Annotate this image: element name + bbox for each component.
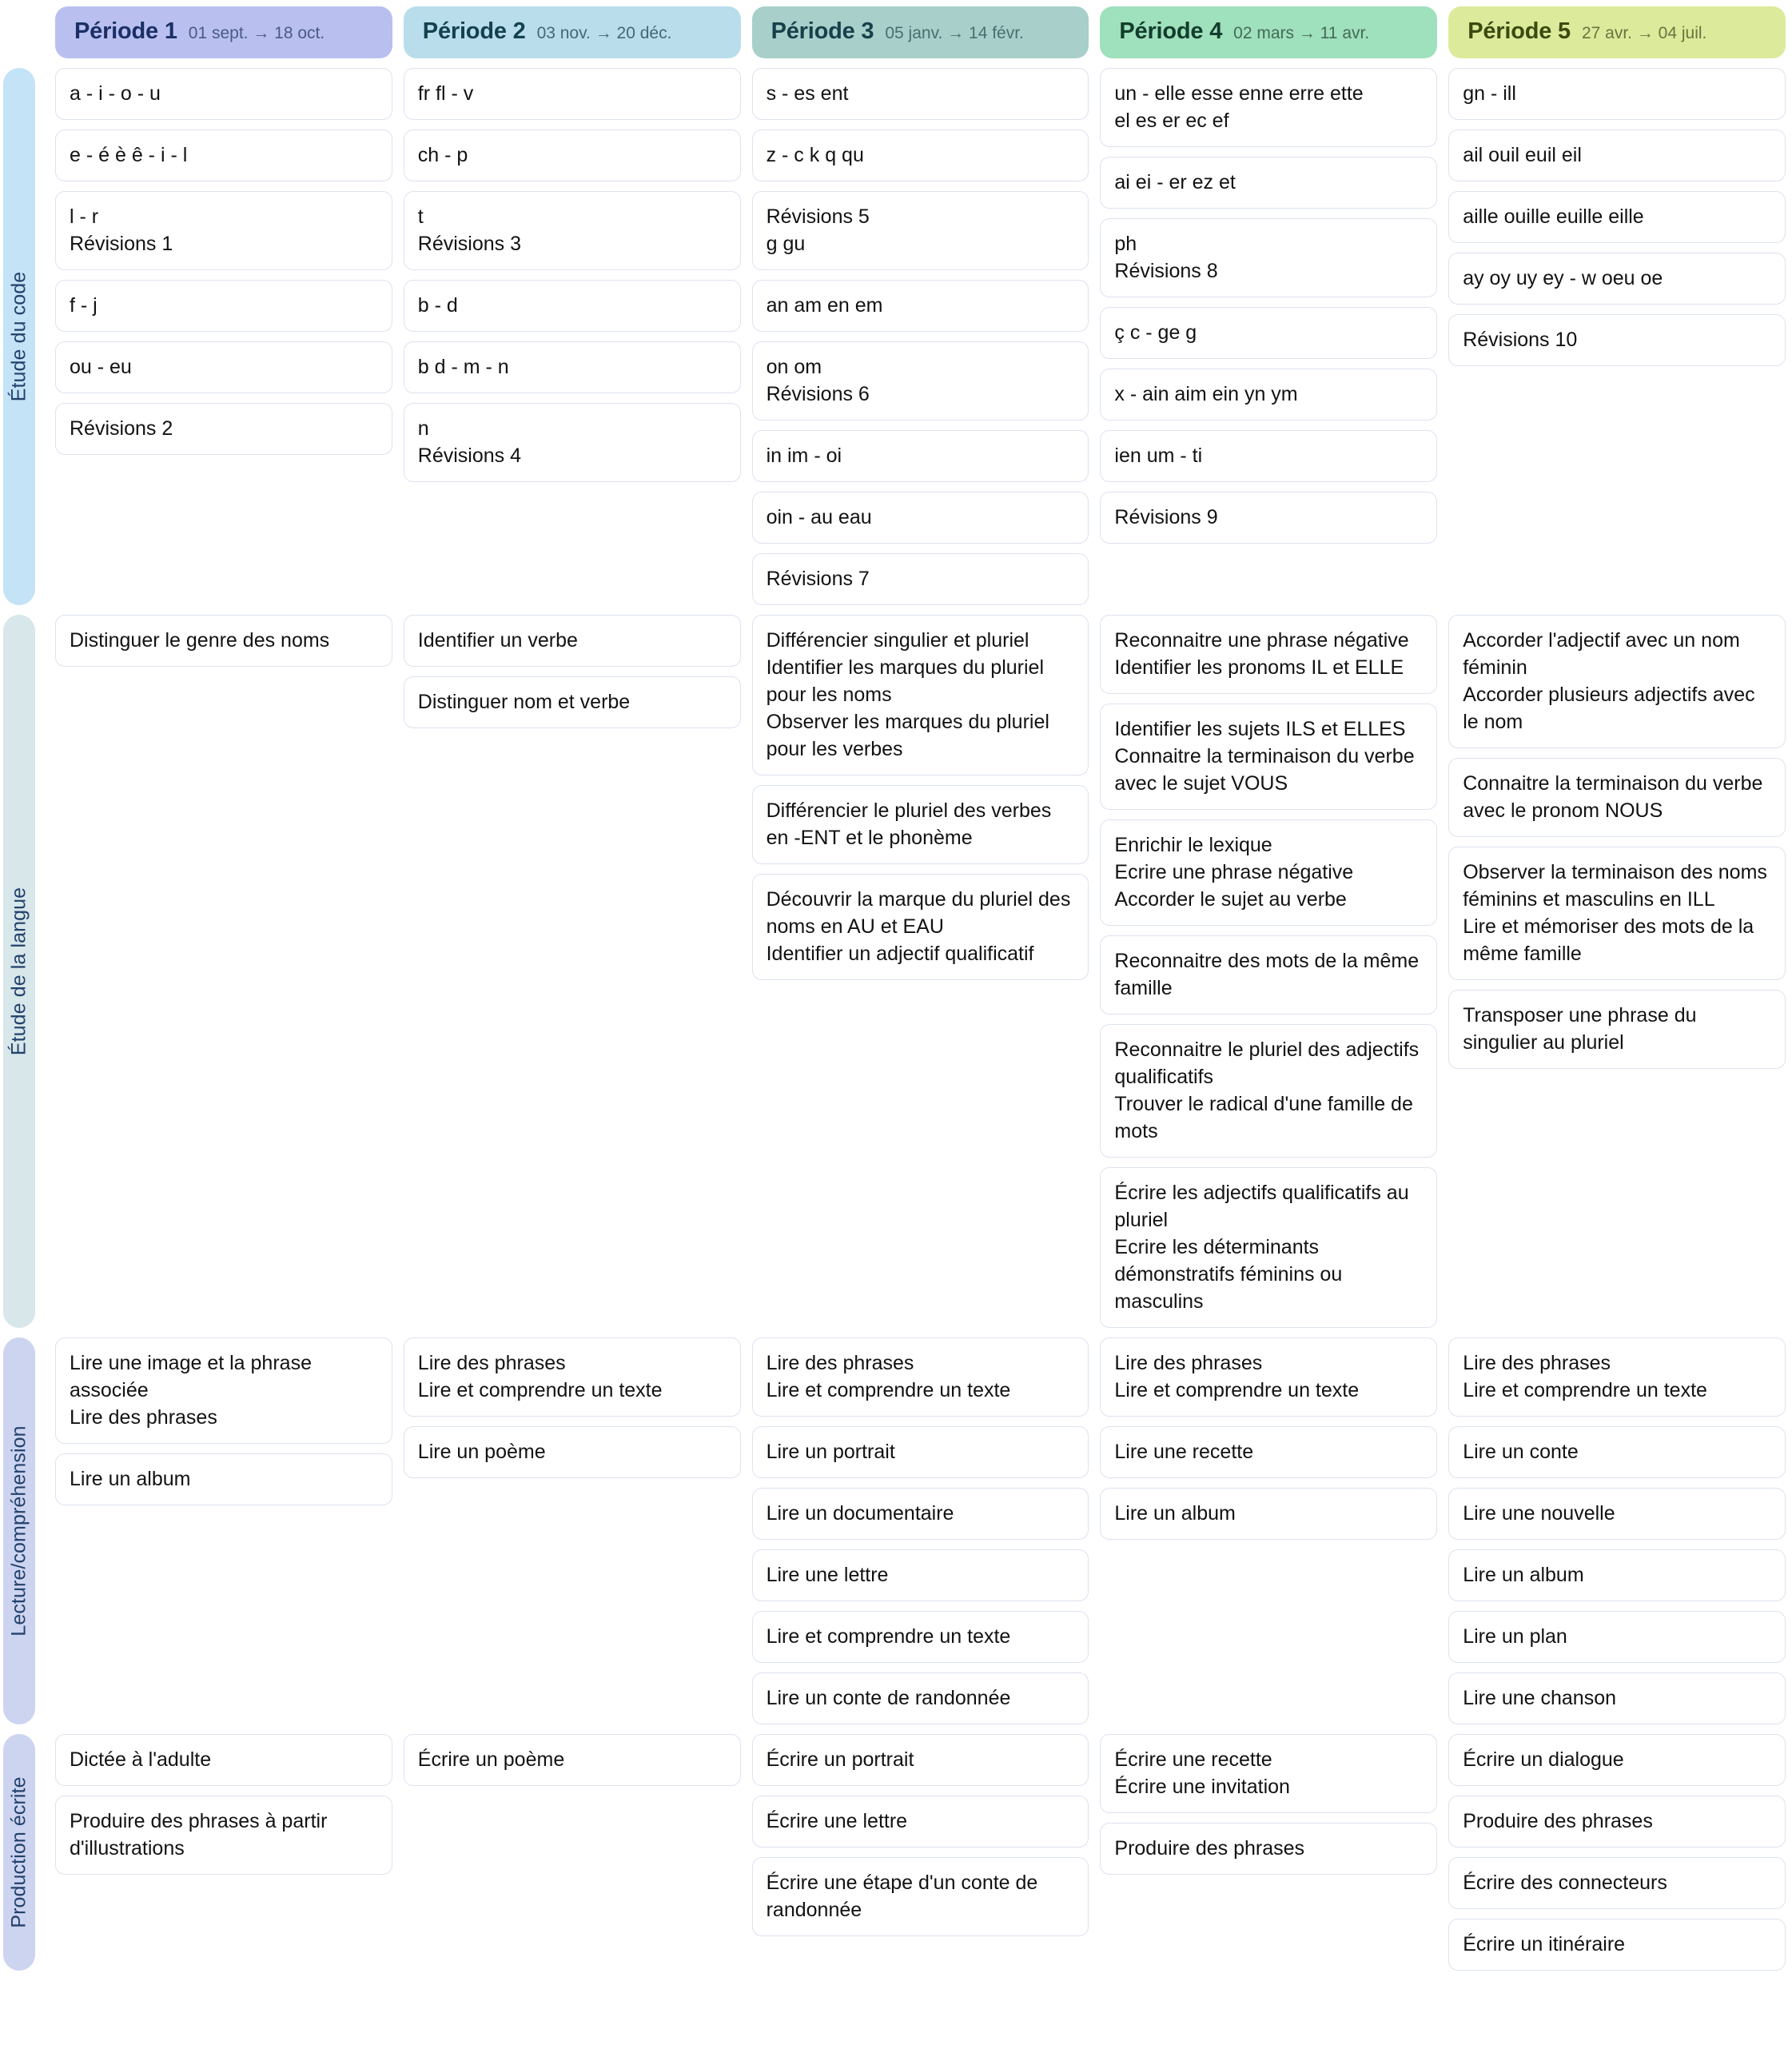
card-line: Distinguer nom et verbe [417, 691, 631, 713]
card-line: e - é è ê - i - l [70, 144, 188, 166]
card-line: Dictée à l'adulte [70, 1748, 212, 1771]
card-line: Écrire une invitation [1114, 1776, 1290, 1798]
column-production-ecrite-p4 [1100, 1734, 1437, 1971]
card-line: Révisions 4 [417, 444, 522, 467]
card-line: Révisions 8 [1114, 260, 1218, 282]
card[interactable] [1448, 1337, 1786, 1417]
section-production-ecrite [0, 1724, 1792, 1971]
period-dates: 01 sept. → 18 oct. [188, 24, 325, 42]
card[interactable] [55, 280, 392, 332]
card-line: Observer la terminaison des noms féminins et masculins en ILL [1463, 861, 1767, 911]
card-line: el es er ec ef [1114, 110, 1229, 132]
card-line: in im - oi [766, 444, 842, 467]
card[interactable] [1100, 819, 1437, 926]
card[interactable] [1100, 68, 1437, 147]
card-line: Accorder le sujet au verbe [1114, 888, 1347, 911]
card-line: Produire des phrases à partir d'illustrations [70, 1810, 328, 1860]
column-etude-du-code-p1 [55, 68, 392, 605]
card-line: Écrire des connecteurs [1463, 1872, 1667, 1894]
card-line: Révisions 2 [70, 417, 173, 440]
card-line: Différencier singulier et pluriel [766, 629, 1029, 652]
period-title: Période 2 [422, 18, 526, 44]
card-line: Lire et mémoriser des mots de la même famille [1463, 915, 1754, 965]
card[interactable] [1100, 157, 1437, 209]
card-line: Lire une nouvelle [1463, 1502, 1615, 1525]
card[interactable] [1448, 1919, 1786, 1971]
card[interactable] [752, 874, 1089, 980]
card-line: Lire un album [70, 1468, 191, 1490]
card[interactable] [752, 785, 1089, 864]
card-line: Révisions 1 [70, 233, 173, 255]
card-line: t [417, 205, 424, 228]
card-line: Identifier les sujets ILS et ELLES [1114, 718, 1406, 740]
card-line: Lire et comprendre un texte [766, 1379, 1011, 1401]
section-rail-production-ecrite [3, 1734, 35, 1971]
card-line: Connaitre la terminaison du verbe avec le pronom NOUS [1463, 772, 1763, 822]
card-line: Trouver le radical d'une famille de mots [1114, 1093, 1413, 1142]
column-etude-de-la-langue-p2 [404, 615, 741, 1328]
card[interactable] [404, 676, 741, 728]
card-line: Lire des phrases [766, 1352, 914, 1374]
card[interactable] [752, 1796, 1089, 1848]
card-line: Lire une image et la phrase associée [70, 1352, 312, 1401]
card[interactable] [1100, 704, 1437, 810]
period-header-row [0, 0, 1792, 58]
card[interactable] [752, 492, 1089, 544]
card[interactable] [1100, 1734, 1437, 1813]
card[interactable] [404, 1426, 741, 1478]
column-lecture-comprehension-p3 [752, 1337, 1089, 1724]
card-line: Écrire un poème [417, 1748, 565, 1771]
card[interactable] [1100, 369, 1437, 421]
column-production-ecrite-p3 [752, 1734, 1089, 1971]
card[interactable] [404, 68, 741, 120]
section-label-etude-du-code: Étude du code [7, 271, 30, 402]
card[interactable] [752, 280, 1089, 332]
card-line: n [417, 417, 429, 440]
card-line: f - j [70, 294, 98, 317]
card-line: b - d [417, 294, 458, 317]
card-line: aille ouille euille eille [1463, 205, 1644, 228]
card[interactable] [404, 1734, 741, 1786]
card-line: Lire des phrases [1114, 1352, 1263, 1374]
card-line: ç c - ge g [1114, 321, 1197, 344]
card-line: Révisions 9 [1114, 506, 1218, 528]
card[interactable] [752, 1549, 1089, 1601]
card-line: Transposer une phrase du singulier au pluriel [1463, 1004, 1697, 1054]
card[interactable] [404, 1337, 741, 1417]
card-line: Révisions 6 [766, 383, 870, 405]
card-line: Lire une chanson [1463, 1687, 1616, 1709]
card-line: Accorder plusieurs adjectifs avec le nom [1463, 684, 1755, 733]
card-line: Lire un album [1114, 1502, 1236, 1525]
card-line: Lire un album [1463, 1564, 1584, 1586]
card-line: b d - m - n [417, 356, 509, 378]
period-chip-1[interactable] [55, 6, 392, 58]
card[interactable] [1448, 615, 1786, 748]
column-lecture-comprehension-p2 [404, 1337, 741, 1724]
card-line: oin - au eau [766, 506, 872, 528]
card[interactable] [1448, 1734, 1786, 1786]
period-dates: 03 nov. → 20 déc. [536, 24, 672, 42]
card-line: Écrire une étape d'un conte de randonnée [766, 1872, 1038, 1921]
card[interactable] [752, 1734, 1089, 1786]
card-line: Écrire une recette [1114, 1748, 1272, 1771]
card[interactable] [752, 1426, 1089, 1478]
card-line: Révisions 5 [766, 205, 870, 228]
card-line: Lire des phrases [70, 1406, 217, 1429]
column-etude-de-la-langue-p3 [752, 615, 1089, 1328]
card[interactable] [1448, 1549, 1786, 1601]
card[interactable] [1100, 1823, 1437, 1875]
section-etude-du-code [0, 58, 1792, 605]
card[interactable] [752, 615, 1089, 775]
column-etude-du-code-p3 [752, 68, 1089, 605]
card-line: Ecrire une phrase négative [1114, 861, 1354, 883]
card[interactable] [55, 191, 392, 270]
card-line: Révisions 7 [766, 568, 870, 590]
card[interactable] [1100, 935, 1437, 1015]
card[interactable] [55, 1453, 392, 1505]
column-etude-de-la-langue-p1 [55, 615, 392, 1328]
card[interactable] [1100, 1024, 1437, 1158]
card-line: Lire un conte de randonnée [766, 1687, 1011, 1709]
card[interactable] [752, 68, 1089, 120]
card-line: g gu [766, 233, 806, 255]
card[interactable] [55, 68, 392, 120]
card-line: Écrire un dialogue [1463, 1748, 1624, 1771]
card-line: ch - p [417, 144, 468, 166]
column-production-ecrite-p1 [55, 1734, 392, 1971]
card-line: Lire et comprendre un texte [1463, 1379, 1707, 1401]
sections-host [0, 58, 1792, 1971]
column-etude-du-code-p4 [1100, 68, 1437, 605]
card-line: Lire un portrait [766, 1441, 895, 1463]
card-line: Lire des phrases [1463, 1352, 1611, 1374]
card-line: on om [766, 356, 822, 378]
card-line: l - r [70, 205, 99, 228]
period-dates: 27 avr. → 04 juil. [1581, 24, 1707, 42]
card-line: a - i - o - u [70, 82, 161, 105]
card-line: an am en em [766, 294, 883, 317]
card-line: s - es ent [766, 82, 849, 105]
card-line: Reconnaitre une phrase négative [1114, 629, 1409, 652]
column-production-ecrite-p2 [404, 1734, 741, 1971]
period-title: Période 5 [1467, 18, 1571, 44]
card-line: Accorder l'adjectif avec un nom féminin [1463, 629, 1740, 679]
card-line: Lire un documentaire [766, 1502, 954, 1525]
card-line: Identifier un adjectif qualificatif [766, 943, 1034, 965]
column-lecture-comprehension-p5 [1448, 1337, 1786, 1724]
card[interactable] [404, 615, 741, 667]
card-line: Connaitre la terminaison du verbe avec le sujet VOUS [1114, 745, 1415, 795]
section-rail-etude-du-code [3, 68, 35, 605]
card[interactable] [1448, 68, 1786, 120]
card-line: Produire des phrases [1114, 1837, 1305, 1860]
card[interactable] [752, 1672, 1089, 1724]
card[interactable] [1448, 1857, 1786, 1909]
card-line: fr fl - v [417, 82, 474, 105]
card[interactable] [1100, 307, 1437, 359]
card[interactable] [55, 615, 392, 667]
card-line: ay oy uy ey - w oeu oe [1463, 267, 1663, 289]
card-line: x - ain aim ein yn ym [1114, 383, 1298, 405]
card[interactable] [404, 341, 741, 393]
card-line: Reconnaitre le pluriel des adjectifs qualificatifs [1114, 1038, 1420, 1088]
card-line: Reconnaitre des mots de la même famille [1114, 950, 1420, 999]
card-line: Identifier les pronoms IL et ELLE [1114, 656, 1404, 679]
section-etude-de-la-langue [0, 605, 1792, 1328]
period-chip-3[interactable] [752, 6, 1089, 58]
card[interactable] [752, 553, 1089, 605]
card[interactable] [752, 1488, 1089, 1540]
card-line: ail ouil euil eil [1463, 144, 1582, 166]
card-line: Ecrire les déterminants démonstratifs féminins ou masculins [1114, 1236, 1343, 1313]
period-chip-2[interactable] [404, 6, 741, 58]
period-title: Période 4 [1119, 18, 1223, 44]
card[interactable] [752, 130, 1089, 181]
card[interactable] [1100, 615, 1437, 694]
card-line: gn - ill [1463, 82, 1516, 105]
card[interactable] [1448, 253, 1786, 305]
card-line: Lire une recette [1114, 1441, 1254, 1463]
card[interactable] [1100, 218, 1437, 297]
card-line: Découvrir la marque du pluriel des noms en AU et EAU [766, 888, 1071, 938]
card[interactable] [752, 1611, 1089, 1663]
card[interactable] [1100, 1488, 1437, 1540]
card-line: Lire un plan [1463, 1625, 1567, 1648]
card-line: ai ei - er ez et [1114, 171, 1236, 193]
section-rail-etude-de-la-langue [3, 615, 35, 1328]
section-lecture-comprehension [0, 1328, 1792, 1724]
card[interactable] [1100, 1426, 1437, 1478]
rail-spacer [0, 6, 44, 58]
card[interactable] [752, 430, 1089, 482]
card-line: Lire et comprendre un texte [417, 1379, 663, 1401]
column-production-ecrite-p5 [1448, 1734, 1786, 1971]
card-line: un - elle esse enne erre ette [1114, 82, 1364, 105]
column-lecture-comprehension-p4 [1100, 1337, 1437, 1724]
card-line: Lire un poème [417, 1441, 546, 1463]
card-line: Écrire un portrait [766, 1748, 914, 1771]
card[interactable] [1448, 1426, 1786, 1478]
card-line: Révisions 3 [417, 233, 522, 255]
card-line: z - c k q qu [766, 144, 864, 166]
card-line: Lire et comprendre un texte [1114, 1379, 1360, 1401]
card[interactable] [1448, 314, 1786, 366]
period-dates: 05 janv. → 14 févr. [885, 24, 1024, 42]
card[interactable] [55, 1337, 392, 1444]
card[interactable] [752, 191, 1089, 270]
card[interactable] [1100, 1337, 1437, 1417]
period-chip-4[interactable] [1100, 6, 1437, 58]
card-line: Écrire un itinéraire [1463, 1933, 1626, 1955]
card[interactable] [404, 130, 741, 181]
card-line: Écrire les adjectifs qualificatifs au pluriel [1114, 1182, 1409, 1231]
card[interactable] [55, 1734, 392, 1786]
card[interactable] [1100, 1167, 1437, 1328]
card-line: Distinguer le genre des noms [70, 629, 330, 652]
period-chip-5[interactable] [1448, 6, 1786, 58]
card[interactable] [55, 1796, 392, 1875]
column-etude-de-la-langue-p4 [1100, 615, 1437, 1328]
card-line: ph [1114, 233, 1137, 255]
card[interactable] [752, 1337, 1089, 1417]
card-line: Identifier un verbe [417, 629, 578, 652]
column-etude-de-la-langue-p5 [1448, 615, 1786, 1328]
column-etude-du-code-p5 [1448, 68, 1786, 605]
card-line: Écrire une lettre [766, 1810, 908, 1832]
card-line: Lire et comprendre un texte [766, 1625, 1011, 1648]
card-line: Lire des phrases [417, 1352, 566, 1374]
card[interactable] [1448, 191, 1786, 243]
card[interactable] [1448, 758, 1786, 837]
card[interactable] [55, 403, 392, 455]
section-label-etude-de-la-langue: Étude de la langue [7, 887, 30, 1056]
card[interactable] [404, 191, 741, 270]
period-dates: 02 mars → 11 avr. [1233, 24, 1370, 42]
card[interactable] [1100, 430, 1437, 482]
card-line: ou - eu [70, 356, 132, 378]
card[interactable] [404, 280, 741, 332]
card[interactable] [1448, 1611, 1786, 1663]
section-label-production-ecrite: Production écrite [7, 1776, 30, 1928]
card[interactable] [1448, 1796, 1786, 1848]
column-etude-du-code-p2 [404, 68, 741, 605]
card-line: Lire un conte [1463, 1441, 1579, 1463]
card[interactable] [752, 341, 1089, 421]
card[interactable] [1100, 492, 1437, 544]
card[interactable] [752, 1857, 1089, 1936]
card[interactable] [55, 130, 392, 181]
card-line: ien um - ti [1114, 444, 1203, 467]
card[interactable] [1448, 847, 1786, 980]
card[interactable] [1448, 130, 1786, 181]
section-label-lecture-comprehension: Lecture/compréhension [7, 1425, 30, 1636]
column-lecture-comprehension-p1 [55, 1337, 392, 1724]
period-title: Période 1 [74, 18, 177, 44]
card-line: Enrichir le lexique [1114, 834, 1272, 856]
card-line: Identifier les marques du pluriel pour les noms [766, 656, 1044, 706]
period-title: Période 3 [771, 18, 874, 44]
card[interactable] [1448, 990, 1786, 1069]
card-line: Produire des phrases [1463, 1810, 1653, 1832]
card-line: Révisions 10 [1463, 329, 1578, 351]
card-line: Différencier le pluriel des verbes en -ENT et le phonème [766, 799, 1052, 849]
card[interactable] [404, 403, 741, 482]
section-rail-lecture-comprehension [3, 1337, 35, 1724]
card-line: Lire une lettre [766, 1564, 889, 1586]
card[interactable] [55, 341, 392, 393]
card[interactable] [1448, 1672, 1786, 1724]
card-line: Observer les marques du pluriel pour les verbes [766, 711, 1049, 760]
card[interactable] [1448, 1488, 1786, 1540]
